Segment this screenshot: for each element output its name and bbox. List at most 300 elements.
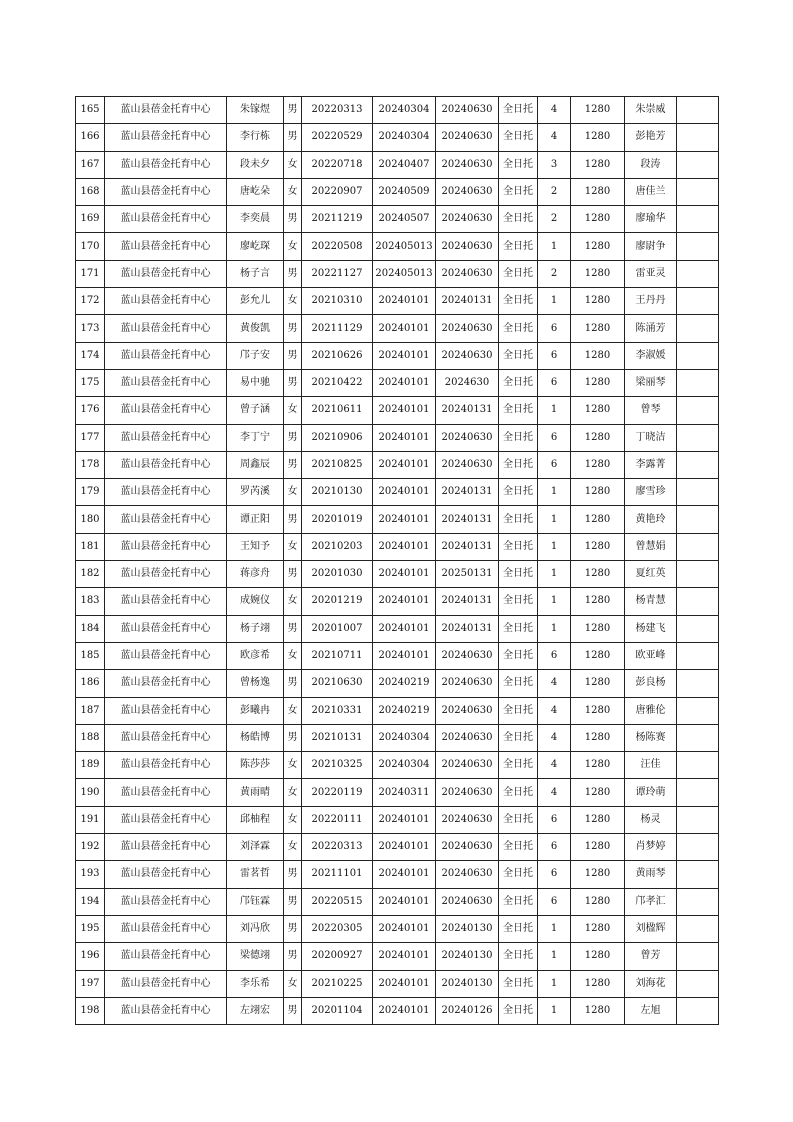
month-count: 3 [538,151,571,178]
remark-cell [677,806,719,833]
subsidy-amount: 1280 [571,834,625,861]
care-type: 全日托 [499,997,538,1024]
enroll-start-date: 20240101 [373,424,436,451]
enroll-end-date: 20250131 [436,561,499,588]
child-gender: 女 [284,588,302,615]
birth-date: 20220111 [302,806,373,833]
enroll-end-date: 20240630 [436,342,499,369]
table-row [76,888,719,915]
enroll-end-date: 20240630 [436,697,499,724]
subsidy-amount: 1280 [571,260,625,287]
remark-cell [677,615,719,642]
care-type: 全日托 [499,861,538,888]
child-gender: 女 [284,288,302,315]
care-type: 全日托 [499,724,538,751]
care-type: 全日托 [499,178,538,205]
remark-cell [677,424,719,451]
remark-cell [677,943,719,970]
child-name: 李丁宁 [227,424,284,451]
enroll-start-date: 20240101 [373,451,436,478]
enroll-end-date: 20240630 [436,642,499,669]
birth-date: 20210331 [302,697,373,724]
row-number: 169 [76,206,105,233]
child-name: 廖屹琛 [227,233,284,260]
remark-cell [677,834,719,861]
row-number: 191 [76,806,105,833]
child-name: 杨子言 [227,260,284,287]
row-number: 166 [76,124,105,151]
enroll-start-date: 20240101 [373,943,436,970]
subsidy-amount: 1280 [571,369,625,396]
table-row [76,997,719,1024]
enroll-start-date: 20240101 [373,861,436,888]
birth-date: 20210203 [302,533,373,560]
child-name: 易中驰 [227,369,284,396]
guardian-name: 彭艳芳 [625,124,677,151]
child-name: 罗芮溪 [227,479,284,506]
child-name: 成婉仪 [227,588,284,615]
care-type: 全日托 [499,533,538,560]
row-number: 186 [76,670,105,697]
child-gender: 男 [284,206,302,233]
month-count: 4 [538,779,571,806]
care-type: 全日托 [499,233,538,260]
enroll-end-date: 20240131 [436,479,499,506]
enroll-end-date: 20240131 [436,397,499,424]
month-count: 2 [538,178,571,205]
remark-cell [677,315,719,342]
guardian-name: 刘海花 [625,970,677,997]
care-type: 全日托 [499,506,538,533]
table-row [76,451,719,478]
month-count: 1 [538,970,571,997]
month-count: 1 [538,233,571,260]
table-row [76,642,719,669]
month-count: 1 [538,997,571,1024]
child-gender: 男 [284,670,302,697]
enroll-end-date: 20240630 [436,779,499,806]
birth-date: 20201219 [302,588,373,615]
month-count: 6 [538,451,571,478]
institution-name: 蓝山县蓓金托育中心 [105,288,227,315]
row-number: 170 [76,233,105,260]
birth-date: 20211101 [302,861,373,888]
row-number: 185 [76,642,105,669]
institution-name: 蓝山县蓓金托育中心 [105,124,227,151]
institution-name: 蓝山县蓓金托育中心 [105,915,227,942]
remark-cell [677,752,719,779]
subsidy-amount: 1280 [571,206,625,233]
guardian-name: 廖瑜华 [625,206,677,233]
enroll-end-date: 20240630 [436,834,499,861]
subsidy-amount: 1280 [571,533,625,560]
month-count: 4 [538,124,571,151]
row-number: 196 [76,943,105,970]
table-row [76,342,719,369]
child-gender: 男 [284,915,302,942]
table-row [76,834,719,861]
row-number: 182 [76,561,105,588]
enroll-end-date: 20240630 [436,888,499,915]
table-row [76,752,719,779]
remark-cell [677,561,719,588]
child-gender: 男 [284,561,302,588]
subsidy-amount: 1280 [571,479,625,506]
institution-name: 蓝山县蓓金托育中心 [105,806,227,833]
guardian-name: 杨灵 [625,806,677,833]
table-row [76,233,719,260]
institution-name: 蓝山县蓓金托育中心 [105,315,227,342]
birth-date: 20221127 [302,260,373,287]
row-number: 195 [76,915,105,942]
remark-cell [677,342,719,369]
month-count: 1 [538,915,571,942]
birth-date: 20220313 [302,97,373,124]
remark-cell [677,642,719,669]
enroll-start-date: 20240507 [373,206,436,233]
institution-name: 蓝山县蓓金托育中心 [105,369,227,396]
enroll-end-date: 20240630 [436,206,499,233]
row-number: 177 [76,424,105,451]
care-type: 全日托 [499,642,538,669]
enroll-start-date: 20240407 [373,151,436,178]
table-row [76,178,719,205]
enroll-end-date: 20240131 [436,533,499,560]
child-name: 梁德翊 [227,943,284,970]
child-name: 刘冯欣 [227,915,284,942]
institution-name: 蓝山县蓓金托育中心 [105,451,227,478]
child-gender: 女 [284,397,302,424]
month-count: 1 [538,561,571,588]
enroll-start-date: 20240101 [373,288,436,315]
care-type: 全日托 [499,315,538,342]
enroll-end-date: 20240130 [436,970,499,997]
remark-cell [677,233,719,260]
birth-date: 20210630 [302,670,373,697]
guardian-name: 雷亚灵 [625,260,677,287]
birth-date: 20220305 [302,915,373,942]
enroll-end-date: 20240630 [436,752,499,779]
subsidy-amount: 1280 [571,315,625,342]
enroll-start-date: 20240101 [373,615,436,642]
birth-date: 20220515 [302,888,373,915]
child-name: 段未夕 [227,151,284,178]
remark-cell [677,124,719,151]
month-count: 6 [538,342,571,369]
child-name: 邝钰霖 [227,888,284,915]
child-gender: 男 [284,97,302,124]
enroll-end-date: 20240630 [436,424,499,451]
child-name: 彭曦冉 [227,697,284,724]
row-number: 198 [76,997,105,1024]
enroll-start-date: 20240101 [373,479,436,506]
enroll-end-date: 20240131 [436,506,499,533]
institution-name: 蓝山县蓓金托育中心 [105,752,227,779]
subsidy-amount: 1280 [571,642,625,669]
institution-name: 蓝山县蓓金托育中心 [105,861,227,888]
enroll-end-date: 20240130 [436,943,499,970]
guardian-name: 黄艳玲 [625,506,677,533]
child-name: 唐屹朵 [227,178,284,205]
subsidy-amount: 1280 [571,806,625,833]
care-type: 全日托 [499,970,538,997]
child-gender: 男 [284,997,302,1024]
birth-date: 20201104 [302,997,373,1024]
birth-date: 20200927 [302,943,373,970]
remark-cell [677,97,719,124]
institution-name: 蓝山县蓓金托育中心 [105,970,227,997]
institution-name: 蓝山县蓓金托育中心 [105,151,227,178]
month-count: 6 [538,642,571,669]
birth-date: 20201007 [302,615,373,642]
institution-name: 蓝山县蓓金托育中心 [105,233,227,260]
table-row [76,206,719,233]
child-gender: 女 [284,233,302,260]
table-row [76,806,719,833]
subsidy-amount: 1280 [571,888,625,915]
table-row [76,151,719,178]
birth-date: 20220907 [302,178,373,205]
remark-cell [677,369,719,396]
guardian-name: 夏红英 [625,561,677,588]
row-number: 179 [76,479,105,506]
institution-name: 蓝山县蓓金托育中心 [105,206,227,233]
care-type: 全日托 [499,124,538,151]
guardian-name: 欧亚峰 [625,642,677,669]
enroll-start-date: 20240304 [373,752,436,779]
birth-date: 20210611 [302,397,373,424]
guardian-name: 谭玲萌 [625,779,677,806]
subsidy-amount: 1280 [571,697,625,724]
table-row [76,588,719,615]
table-row [76,861,719,888]
guardian-name: 曾芳 [625,943,677,970]
guardian-name: 杨青慧 [625,588,677,615]
child-name: 李行栋 [227,124,284,151]
guardian-name: 段涛 [625,151,677,178]
institution-name: 蓝山县蓓金托育中心 [105,615,227,642]
table-row [76,561,719,588]
institution-name: 蓝山县蓓金托育中心 [105,178,227,205]
enroll-start-date: 20240219 [373,697,436,724]
table-row [76,697,719,724]
enroll-start-date: 20240304 [373,124,436,151]
row-number: 193 [76,861,105,888]
child-gender: 男 [284,424,302,451]
birth-date: 20210310 [302,288,373,315]
institution-name: 蓝山县蓓金托育中心 [105,834,227,861]
enroll-end-date: 20240630 [436,178,499,205]
institution-name: 蓝山县蓓金托育中心 [105,97,227,124]
table-row [76,397,719,424]
subsidy-amount: 1280 [571,997,625,1024]
birth-date: 20210130 [302,479,373,506]
month-count: 6 [538,861,571,888]
birth-date: 20211219 [302,206,373,233]
row-number: 174 [76,342,105,369]
enroll-start-date: 20240101 [373,806,436,833]
birth-date: 20220119 [302,779,373,806]
care-type: 全日托 [499,779,538,806]
guardian-name: 汪佳 [625,752,677,779]
row-number: 184 [76,615,105,642]
child-gender: 女 [284,806,302,833]
table-row [76,124,719,151]
institution-name: 蓝山县蓓金托育中心 [105,888,227,915]
subsidy-amount: 1280 [571,943,625,970]
child-name: 朱镓煜 [227,97,284,124]
institution-name: 蓝山县蓓金托育中心 [105,260,227,287]
remark-cell [677,588,719,615]
child-gender: 女 [284,642,302,669]
enroll-end-date: 20240630 [436,670,499,697]
care-type: 全日托 [499,397,538,424]
guardian-name: 陈涌芳 [625,315,677,342]
guardian-name: 唐佳兰 [625,178,677,205]
child-gender: 男 [284,861,302,888]
remark-cell [677,260,719,287]
institution-name: 蓝山县蓓金托育中心 [105,779,227,806]
remark-cell [677,451,719,478]
row-number: 165 [76,97,105,124]
guardian-name: 李淑媛 [625,342,677,369]
remark-cell [677,670,719,697]
row-number: 173 [76,315,105,342]
table-row [76,424,719,451]
child-gender: 男 [284,943,302,970]
enroll-start-date: 202405013 [373,260,436,287]
month-count: 6 [538,834,571,861]
month-count: 6 [538,888,571,915]
institution-name: 蓝山县蓓金托育中心 [105,724,227,751]
care-type: 全日托 [499,806,538,833]
row-number: 167 [76,151,105,178]
remark-cell [677,288,719,315]
subsidy-amount: 1280 [571,561,625,588]
guardian-name: 黄雨琴 [625,861,677,888]
child-name: 王知予 [227,533,284,560]
remark-cell [677,479,719,506]
month-count: 1 [538,506,571,533]
care-type: 全日托 [499,479,538,506]
subsidy-amount: 1280 [571,752,625,779]
child-name: 李奕晨 [227,206,284,233]
child-gender: 女 [284,533,302,560]
table-row [76,260,719,287]
child-gender: 女 [284,834,302,861]
table-row [76,97,719,124]
row-number: 171 [76,260,105,287]
table-row [76,615,719,642]
month-count: 1 [538,588,571,615]
child-gender: 女 [284,779,302,806]
row-number: 183 [76,588,105,615]
child-gender: 男 [284,506,302,533]
care-type: 全日托 [499,561,538,588]
child-gender: 男 [284,369,302,396]
subsidy-amount: 1280 [571,970,625,997]
remark-cell [677,178,719,205]
care-type: 全日托 [499,915,538,942]
remark-cell [677,997,719,1024]
enroll-start-date: 20240101 [373,506,436,533]
care-type: 全日托 [499,97,538,124]
subsidy-amount: 1280 [571,915,625,942]
child-name: 黄俊凯 [227,315,284,342]
child-name: 蒋彦舟 [227,561,284,588]
row-number: 197 [76,970,105,997]
child-name: 曾子涵 [227,397,284,424]
enroll-start-date: 20240101 [373,533,436,560]
care-type: 全日托 [499,206,538,233]
month-count: 4 [538,724,571,751]
enroll-start-date: 20240101 [373,342,436,369]
child-name: 杨子翊 [227,615,284,642]
enroll-start-date: 20240101 [373,642,436,669]
enroll-start-date: 20240101 [373,970,436,997]
guardian-name: 肖梦婷 [625,834,677,861]
institution-name: 蓝山县蓓金托育中心 [105,479,227,506]
child-gender: 男 [284,342,302,369]
subsidy-amount: 1280 [571,178,625,205]
institution-name: 蓝山县蓓金托育中心 [105,997,227,1024]
guardian-name: 杨陈赛 [625,724,677,751]
institution-name: 蓝山县蓓金托育中心 [105,506,227,533]
row-number: 172 [76,288,105,315]
guardian-name: 曾琴 [625,397,677,424]
remark-cell [677,724,719,751]
row-number: 180 [76,506,105,533]
care-type: 全日托 [499,260,538,287]
enroll-start-date: 20240219 [373,670,436,697]
subsidy-amount: 1280 [571,779,625,806]
month-count: 6 [538,369,571,396]
subsidy-amount: 1280 [571,424,625,451]
child-gender: 男 [284,724,302,751]
subsidy-amount: 1280 [571,124,625,151]
enroll-start-date: 20240101 [373,834,436,861]
enroll-start-date: 20240101 [373,369,436,396]
subsidy-amount: 1280 [571,451,625,478]
month-count: 4 [538,697,571,724]
child-gender: 女 [284,752,302,779]
care-type: 全日托 [499,752,538,779]
guardian-name: 朱崇威 [625,97,677,124]
remark-cell [677,861,719,888]
child-name: 周鑫辰 [227,451,284,478]
enroll-start-date: 20240101 [373,588,436,615]
enroll-start-date: 20240101 [373,997,436,1024]
guardian-name: 廖尉争 [625,233,677,260]
birth-date: 20220718 [302,151,373,178]
child-gender: 女 [284,178,302,205]
enroll-end-date: 20240131 [436,588,499,615]
subsidy-amount: 1280 [571,397,625,424]
care-type: 全日托 [499,588,538,615]
subsidy-amount: 1280 [571,506,625,533]
guardian-name: 曾慧娟 [625,533,677,560]
table-row [76,506,719,533]
month-count: 1 [538,615,571,642]
subsidy-amount: 1280 [571,588,625,615]
child-name: 刘泽霖 [227,834,284,861]
subsidy-amount: 1280 [571,288,625,315]
enroll-end-date: 20240630 [436,151,499,178]
table-row [76,315,719,342]
institution-name: 蓝山县蓓金托育中心 [105,697,227,724]
guardian-name: 廖雪珍 [625,479,677,506]
remark-cell [677,533,719,560]
